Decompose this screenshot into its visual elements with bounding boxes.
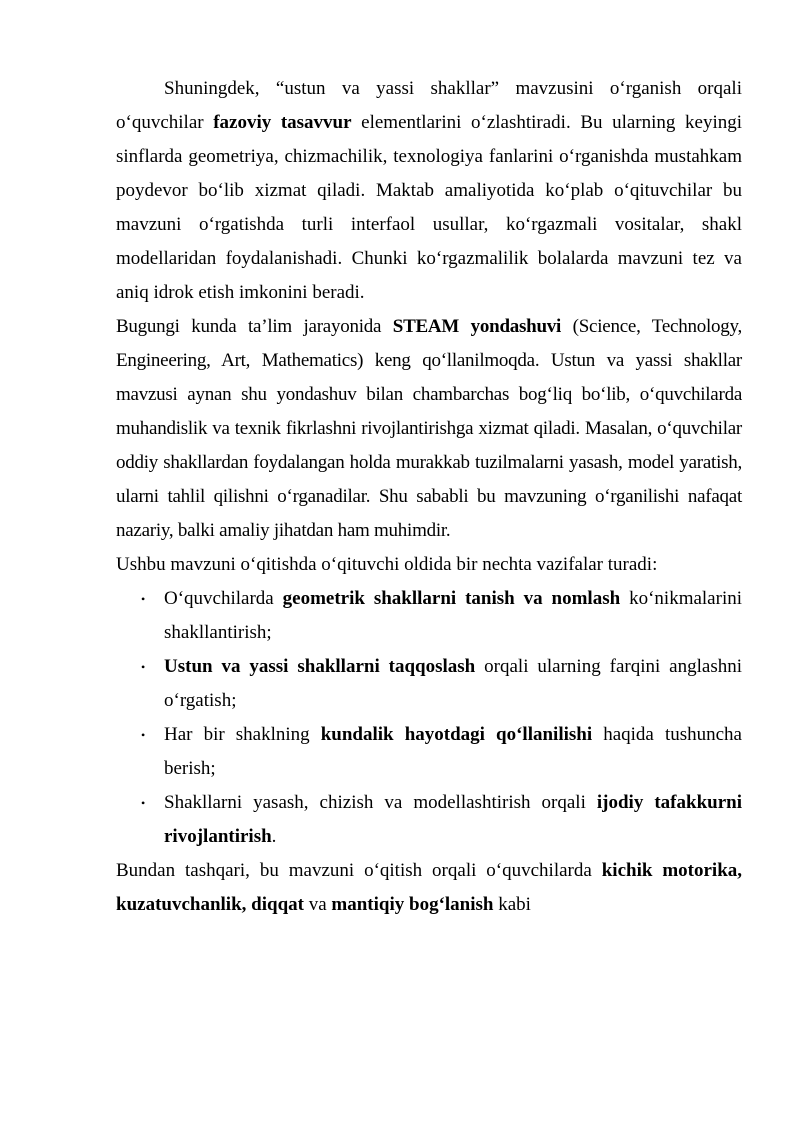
bold-term: Ustun va yassi shakllarni taqqoslash — [164, 656, 476, 677]
list-item — [116, 582, 742, 650]
bold-term: fazoviy tasavvur — [213, 112, 352, 133]
document-body — [116, 72, 742, 922]
text-run: Bundan tashqari, bu mavzuni o‘qitish orqali o‘quvchilarda — [116, 860, 602, 881]
tasks-list — [116, 582, 742, 854]
bullet-icon: • — [141, 592, 146, 606]
text-run: orqali ularning farqini anglashni o‘rgatish; — [164, 656, 742, 711]
text-run: haqida tushuncha berish; — [164, 724, 742, 779]
bold-term: ijodiy tafakkurni rivojlantirish — [164, 792, 742, 847]
paragraph-spatial-imagination — [116, 72, 742, 310]
bullet-icon: • — [141, 796, 146, 810]
bold-term: kichik motorika, kuzatuvchanlik, diqqat — [116, 860, 743, 915]
list-item — [116, 650, 742, 718]
text-run: . — [271, 826, 277, 847]
text-run: Shuningdek, “ustun va yassi shakllar” mavzusini o‘rganish orqali o‘quvchilar — [116, 78, 742, 133]
bullet-icon: • — [141, 728, 146, 742]
text-run: Shakllarni yasash, chizish va modellashtirish orqali — [164, 792, 597, 813]
bold-term: mantiqiy bog‘lanish — [331, 894, 494, 915]
paragraph-tasks-intro: Ushbu mavzuni o‘qitishda o‘qituvchi oldida bir nechta vazifalar turadi: — [116, 554, 658, 575]
text-run: elementlarini o‘zlashtiradi. Bu ularning keyingi sinflarda geometriya, chizmachilik, texnologiya fanlarini o‘rganishda mustahkam poydevor bo‘lib xizmat qiladi. Maktab amaliyotida ko‘plab o‘qituvchilar bu mavzuni o‘rgatishda turli interfaol usullar, ko‘rgazmali vositalar, shakl modellaridan foydalanishadi. Chunki ko‘rgazmalilik bolalarda mavzuni tez va aniq idrok etish imkonini beradi. — [116, 112, 743, 303]
bold-term: kundalik hayotdagi qo‘llanilishi — [320, 724, 593, 745]
paragraph-skills — [116, 854, 742, 922]
text-run: kabi — [493, 894, 531, 915]
bold-term: STEAM yondashuvi — [392, 316, 562, 337]
text-run: (Science, Technology, Engineering, Art, Mathematics) keng qo‘llanilmoqda. Ustun va yassi shakllar mavzusi aynan shu yondashuv bilan chambarchas bog‘liq bo‘lib, o‘quvchilarda muhandislik va texnik fikrlashni rivojlantirishga xizmat qiladi. Masalan, o‘quvchilar oddiy shakllardan foydalangan holda murakkab tuzilmalarni yasash, model yaratish, ularni tahlil qilishni o‘rganadilar. Shu sababli bu mavzuning o‘rganilishi nafaqat nazariy, balki amaliy jihatdan ham muhimdir. — [116, 316, 742, 541]
text-run: ko‘nikmalarini shakllantirish; — [164, 588, 743, 643]
text-run: O‘quvchilarda — [164, 588, 283, 609]
text-run: Har bir shaklning — [164, 724, 321, 745]
list-item — [116, 718, 742, 786]
bold-term: geometrik shakllarni tanish va nomlash — [282, 588, 621, 609]
list-item — [116, 786, 742, 854]
bullet-icon: • — [141, 660, 146, 674]
text-run: Bugungi kunda ta’lim jarayonida — [116, 316, 393, 337]
text-run: va — [303, 894, 332, 915]
paragraph-steam — [116, 310, 742, 548]
